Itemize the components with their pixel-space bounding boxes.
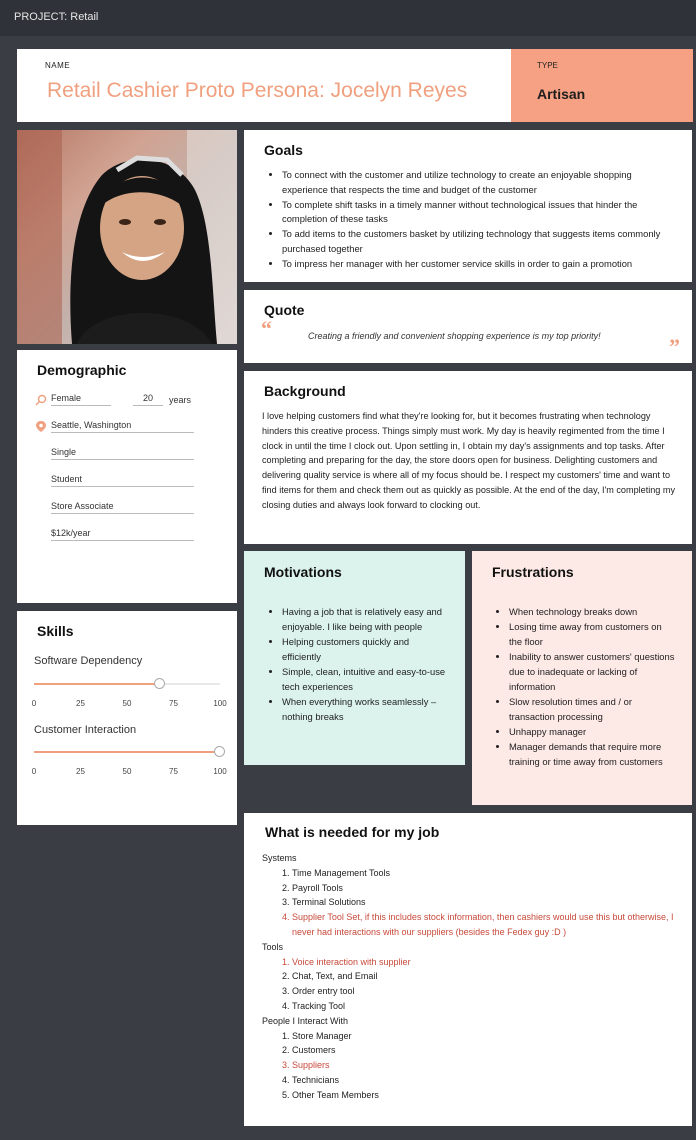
- skill-fill-customer: [34, 751, 220, 753]
- tick-label: 75: [169, 767, 178, 776]
- frustration-item: • Unhappy manager: [509, 724, 677, 739]
- tick-label: 50: [122, 767, 132, 776]
- tick-label: 50: [122, 699, 132, 708]
- people-item: 4. Technicians: [292, 1073, 682, 1088]
- frustration-item: • Inability to answer customers' questions due to inadequate or lacking of information: [509, 649, 677, 694]
- frustration-item: • When technology breaks down: [509, 604, 677, 619]
- people-heading: People I Interact With: [262, 1015, 349, 1026]
- people-item: 1. Store Manager: [292, 1029, 682, 1044]
- skill-fill-software: [34, 683, 160, 685]
- age-unit: years: [169, 394, 192, 405]
- quote-card: [244, 290, 692, 363]
- tool-item: 3. Order entry tool: [292, 984, 682, 999]
- background-text: I love helping customers find what they're looking for, but it becomes frustrating when technology hinders this creative process. Things simply must work. My day is heavily regimented from the time I clock in until the time I clock out. Upon settling in, I obtain my day's assignments and top tasks. After completing and preparing for the day, the store doors open for business. Delighting customers and delivering quality service is where all of my focus should be. I respect my customers' time and want to find items for them and check them out as quickly as possible. At the end of the day, I'm completing my closing duties and always look forward to clocking out.: [262, 411, 676, 510]
- age-field[interactable]: 20: [133, 393, 163, 406]
- tick-label: 75: [169, 699, 178, 708]
- tools-heading: Tools: [262, 941, 284, 952]
- demographic-card: [17, 350, 237, 603]
- frustration-item: • Losing time away from customers on the floor: [509, 619, 677, 649]
- background-card: [244, 371, 692, 544]
- frustration-item: • Slow resolution times and / or transaction processing: [509, 694, 677, 724]
- job-needs-card: [244, 813, 692, 1126]
- project-name[interactable]: Retail: [70, 11, 99, 23]
- people-list: [262, 1029, 682, 1103]
- quote-text: Creating a friendly and convenient shopping experience is my top priority!: [308, 331, 601, 341]
- people-item-highlighted: 3. Suppliers: [292, 1058, 682, 1073]
- persona-photo[interactable]: [17, 130, 237, 344]
- tool-item: 4. Tracking Tool: [292, 999, 682, 1014]
- open-quote-icon: “: [261, 316, 272, 341]
- frustration-item: • Manager demands that require more training or time away from customers: [509, 739, 677, 769]
- motivations-card: [244, 551, 465, 765]
- frustrations-card: [472, 551, 692, 805]
- job-needs-title: What is needed for my job: [265, 824, 440, 840]
- frustrations-title: Frustrations: [492, 564, 574, 580]
- occupation-status-field[interactable]: Student: [51, 474, 194, 487]
- gender-row: [35, 386, 215, 413]
- tick-label: 100: [213, 767, 227, 776]
- goals-list: [272, 168, 680, 272]
- motivation-item: • Simple, clean, intuitive and easy-to-use tech experiences: [282, 664, 447, 694]
- portrait-illustration: [17, 130, 237, 344]
- type-label: TYPE: [537, 61, 558, 70]
- type-value[interactable]: Artisan: [537, 86, 586, 102]
- systems-heading: Systems: [262, 853, 297, 863]
- skill-slider-customer[interactable]: [34, 751, 220, 753]
- people-item: 5. Other Team Members: [292, 1088, 682, 1103]
- project-label: PROJECT:: [14, 11, 68, 23]
- type-box: [511, 49, 693, 122]
- goal-item: • To complete shift tasks in a timely manner without technological issues that hinder the completion of these tasks: [282, 198, 680, 228]
- frustrations-list: [499, 604, 677, 769]
- job-field[interactable]: Store Associate: [51, 501, 194, 514]
- location-row: [35, 413, 215, 440]
- systems-list: [262, 866, 682, 940]
- persona-title[interactable]: Retail Cashier Proto Persona: Jocelyn Reyes: [47, 79, 468, 102]
- skill-thumb-software[interactable]: [154, 678, 165, 689]
- close-quote-icon: ”: [669, 334, 680, 359]
- tick-label: 25: [76, 767, 85, 776]
- location-pin-icon: [35, 420, 47, 433]
- skill-label-customer: Customer Interaction: [34, 724, 137, 736]
- persona-header: [17, 49, 693, 122]
- skill-thumb-customer[interactable]: [214, 746, 225, 757]
- goals-title: Goals: [264, 142, 303, 158]
- skill-slider-software[interactable]: [34, 683, 220, 685]
- motivations-list: [272, 604, 447, 724]
- status-field[interactable]: Single: [51, 447, 194, 460]
- income-field[interactable]: $12k/year: [51, 528, 194, 541]
- goals-card: [244, 130, 692, 282]
- demographic-title: Demographic: [37, 362, 127, 378]
- tools-list: [262, 955, 682, 1014]
- motivation-item: • Having a job that is relatively easy and enjoyable. I like being with people: [282, 604, 447, 634]
- motivation-item: • When everything works seamlessly – nothing breaks: [282, 694, 447, 724]
- skills-title: Skills: [37, 623, 74, 639]
- goal-item: • To add items to the customers basket by utilizing technology that suggests items commonly purchased together: [282, 227, 680, 257]
- tick-label: 0: [31, 767, 37, 776]
- tool-item: 2. Chat, Text, and Email: [292, 969, 682, 984]
- tool-item-highlighted: 1. Voice interaction with supplier: [292, 955, 682, 970]
- tick-label: 0: [31, 699, 37, 708]
- gender-icon: [35, 394, 47, 406]
- people-item: 2. Customers: [292, 1043, 682, 1058]
- system-item: 3. Terminal Solutions: [292, 895, 682, 910]
- quote-title: Quote: [264, 302, 305, 318]
- motivation-item: • Helping customers quickly and efficiently: [282, 634, 447, 664]
- system-item-highlighted: 4. Supplier Tool Set, if this includes stock information, then cashiers would use this but otherwise, I never had interactions with our suppliers (besides the Fedex guy :D ): [292, 910, 682, 940]
- project-bar: [0, 0, 696, 36]
- goal-item: • To connect with the customer and utilize technology to create an enjoyable shopping experience that respects the time and budget of the customer: [282, 168, 680, 198]
- skills-card: [17, 611, 237, 825]
- gender-field[interactable]: Female: [51, 393, 111, 406]
- system-item: 1. Time Management Tools: [292, 866, 682, 881]
- goal-item: • To impress her manager with her customer service skills in order to gain a promotion: [282, 257, 680, 272]
- tick-label: 25: [76, 699, 85, 708]
- name-label: NAME: [45, 61, 71, 70]
- system-item: 2. Payroll Tools: [292, 881, 682, 896]
- skill-label-software: Software Dependency: [34, 655, 143, 667]
- tick-label: 100: [213, 699, 227, 708]
- background-title: Background: [264, 383, 346, 399]
- location-field[interactable]: Seattle, Washington: [51, 420, 194, 433]
- motivations-title: Motivations: [264, 564, 342, 580]
